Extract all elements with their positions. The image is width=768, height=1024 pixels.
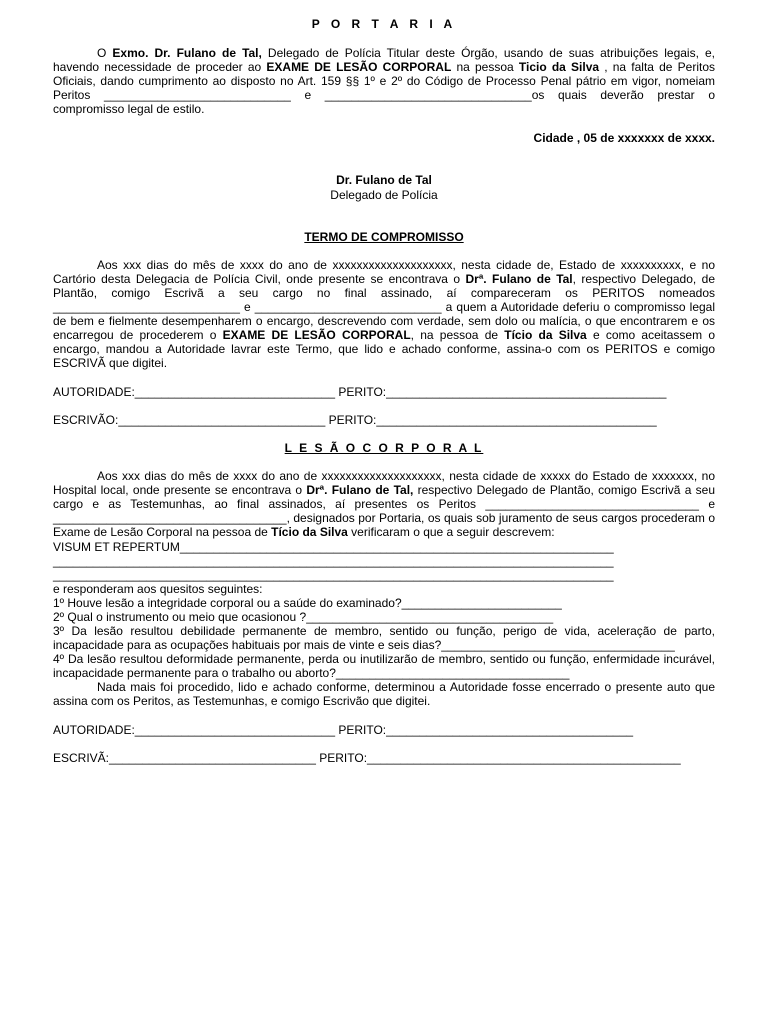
portaria-paragraph: O Exmo. Dr. Fulano de Tal, Delegado de Polícia Titular deste Órgão, usando de suas atribuições legais, e, havendo necessidade de proceder ao EXAME DE LESÃO CORPORAL na pessoa Ticio da Silva , na falta de Peritos Oficiais, dando cumprimento ao disposto no Art. 159 §§ 1º e 2º do Código de Processo Penal pátrio em vigor, nomeiam Peritos ____________________________ e _______________________________os quais deverão prestar o compromisso legal de estilo. [53, 46, 716, 116]
signer-name: Dr. Fulano de Tal [336, 173, 432, 187]
lesao-signature-line-2: ESCRIVÃ:_______________________________ PERITO:_______________________________________________ [53, 751, 681, 765]
termo-paragraph: Aos xxx dias do mês de xxxx do ano de xxxxxxxxxxxxxxxxxxxx, nesta cidade de, Estado de xxxxxxxxxx, e no Cartório desta Delegacia de Polícia Civil, onde presente se encontrava o Drª. Fulano de Tal, respectivo Delegado, de Plantão, comigo Escrivã a seu cargo no final assinado, aí compareceram os PERITOS nomeados ____________________________ e ____________________________ a quem a Autoridade deferiu o compromisso legal de bem e fielmente desempenharem o encargo, descrevendo com verdade, sem dolo ou malícia, o que encontrarem e os encarregou de procederem o EXAME DE LESÃO CORPORAL, na pessoa de Tício da Silva e como aceitassem o encargo, mandou a Autoridade lavrar este Termo, que lido e achado conforme, assina-o com os PERITOS e comigo ESCRIVÃ que digitei. [53, 258, 715, 370]
closing-paragraph: Nada mais foi procedido, lido e achado conforme, determinou a Autoridade fosse encerrado o presente auto que assina com os Peritos, as Testemunhas, e comigo Escrivão que digitei. [53, 680, 715, 708]
termo-signature-line-2: ESCRIVÃO:_______________________________ PERITO:__________________________________________ [53, 413, 657, 427]
lesao-paragraph: Aos xxx dias do mês de xxxx do ano de xxxxxxxxxxxxxxxxxxxx, nesta cidade de xxxxx do Estado de xxxxxxx, no Hospital local, onde presente se encontrava o Drª. Fulano de Tal, respectivo Delegado de Plantão, comigo Escrivã a seu cargo e as Testemunhas, ao final assinados, aí presentes os Peritos ________________________________ e ___________________________________, designados por Portaria, os quais sob juramento de seus cargos procederam o Exame de Lesão Corporal na pessoa de Tício da Silva verificaram o que a seguir descrevem: [53, 469, 715, 539]
quesitos-intro: e responderam aos quesitos seguintes: [53, 582, 263, 596]
quesito-4: 4º Da lesão resultou deformidade permanente, perda ou inutilizarão de membro, sentido ou função, enfermidade incurável, incapacidade permanente para o trabalho ou aborto?___________________________________ [53, 652, 715, 680]
patient-name: Tício da Silva [271, 525, 348, 539]
patient-name: Ticio da Silva [518, 60, 600, 74]
termo-signature-line-1: AUTORIDADE:______________________________ PERITO:__________________________________________ [53, 385, 667, 399]
blank-line: ____________________________________________________________________________________ [53, 568, 614, 582]
delegate-name: Exmo. Dr. Fulano de Tal, [112, 46, 262, 60]
portaria-date: Cidade , 05 de xxxxxxx de xxxx. [533, 131, 715, 145]
signer-role: Delegado de Polícia [330, 188, 438, 202]
delegate-name: Drª. Fulano de Tal, [306, 483, 414, 497]
quesito-1: 1º Houve lesão a integridade corporal ou a saúde do examinado?________________________ [53, 596, 562, 610]
lesao-title: L E S Ã O C O R P O R A L [284, 441, 484, 455]
patient-name: Tício da Silva [504, 328, 587, 342]
lesao-signature-line-1: AUTORIDADE:______________________________ PERITO:_____________________________________ [53, 723, 634, 737]
exam-type: EXAME DE LESÃO CORPORAL [222, 328, 411, 342]
blank-line: ____________________________________________________________________________________ [53, 554, 614, 568]
exam-type: EXAME DE LESÃO CORPORAL [266, 60, 452, 74]
quesito-2: 2º Qual o instrumento ou meio que ocasionou ?_____________________________________ [53, 610, 554, 624]
delegate-name: Drª. Fulano de Tal [465, 272, 573, 286]
visum-line: VISUM ET REPERTUM_________________________________________________________________ [53, 540, 614, 554]
quesito-3: 3º Da lesão resultou debilidade permanente de membro, sentido ou função, perigo de vida, aceleração de parto, incapacidade para as ocupações habituais por mais de vinte e seis dias?___________________________________ [53, 624, 715, 652]
portaria-title: P O R T A R I A [311, 17, 457, 31]
termo-title: TERMO DE COMPROMISSO [304, 230, 464, 244]
